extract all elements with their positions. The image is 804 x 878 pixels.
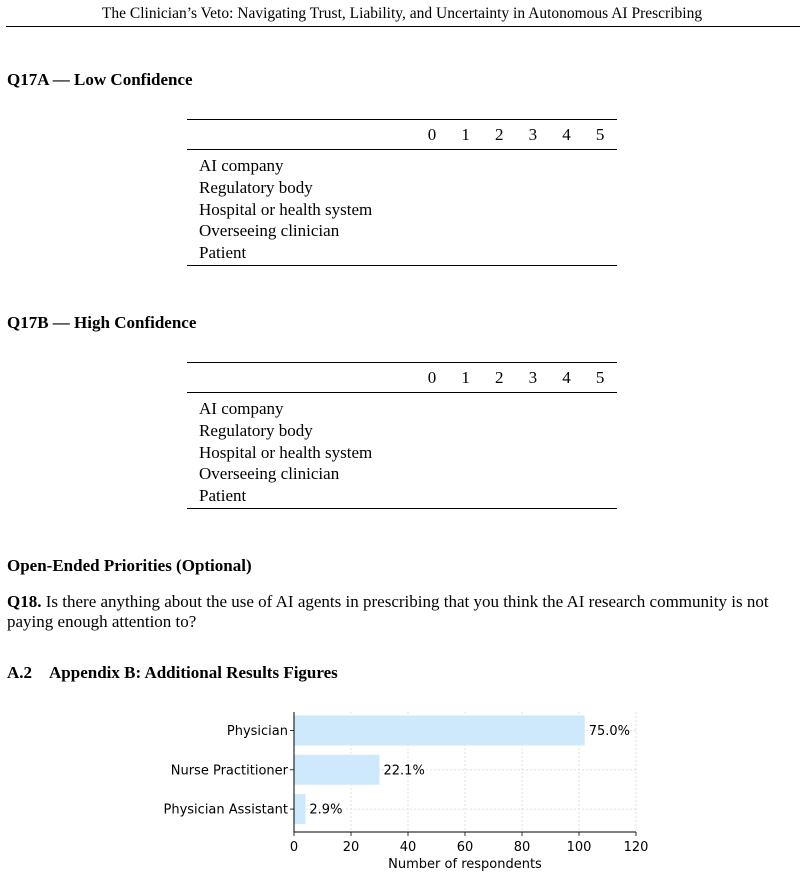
table-header-blank <box>187 120 415 150</box>
x-tick-label: 100 <box>566 840 592 855</box>
table-header-blank <box>187 363 415 393</box>
x-tick-label: 40 <box>399 840 417 855</box>
q17a-heading: Q17A — Low Confidence <box>7 70 193 89</box>
row-label: Regulatory body <box>199 177 313 197</box>
scale-4: 4 <box>550 363 584 393</box>
running-header: The Clinician’s Veto: Navigating Trust, Liability, and Uncertainty in Autonomous AI Prescribing <box>101 5 703 22</box>
q17b-heading: Q17B — High Confidence <box>7 313 197 332</box>
y-tick-label: Physician Assistant <box>163 802 288 818</box>
scale-4: 4 <box>550 120 584 150</box>
scale-5: 5 <box>583 363 617 393</box>
table-row <box>187 442 617 464</box>
data-label: 75.0% <box>588 724 631 739</box>
scale-2: 2 <box>482 363 516 393</box>
x-tick-label: 0 <box>289 840 299 855</box>
q18-number: Q18. <box>7 592 42 611</box>
data-label: 2.9% <box>309 802 343 818</box>
row-label: Overseeing clinician <box>199 221 340 241</box>
bar <box>294 755 380 785</box>
table-row <box>187 393 617 420</box>
scale-2: 2 <box>482 120 516 150</box>
row-label: Hospital or health system <box>199 199 373 219</box>
row-label: Regulatory body <box>199 420 313 440</box>
table-row <box>187 420 617 442</box>
scale-0: 0 <box>415 363 449 393</box>
table-row <box>187 220 617 242</box>
q18-text: Is there anything about the use of AI agents in prescribing that you think the AI research community is not paying enough attention to? <box>7 592 769 631</box>
x-axis-label: Number of respondents <box>388 857 542 872</box>
table-row <box>187 150 617 177</box>
data-label: 22.1% <box>383 763 425 779</box>
table-header-row <box>187 363 617 393</box>
table-row <box>187 485 617 508</box>
bar <box>294 716 585 746</box>
x-tick-label: 60 <box>456 840 474 855</box>
q18-question <box>7 592 803 632</box>
table-header-row <box>187 120 617 150</box>
scale-1: 1 <box>449 120 483 150</box>
row-label: Patient <box>187 485 617 508</box>
x-tick-label: 120 <box>623 840 649 855</box>
scale-3: 3 <box>516 120 550 150</box>
q17b-table <box>187 362 617 509</box>
table-row <box>187 199 617 221</box>
row-label: Overseeing clinician <box>199 464 340 484</box>
q17a-table <box>187 119 617 266</box>
x-tick-label: 20 <box>342 840 360 855</box>
table-row <box>187 242 617 265</box>
row-label: AI company <box>199 156 284 175</box>
scale-3: 3 <box>516 363 550 393</box>
scale-5: 5 <box>583 120 617 150</box>
table-row <box>187 177 617 199</box>
table-row <box>187 463 617 485</box>
scale-0: 0 <box>415 120 449 150</box>
row-label: AI company <box>199 399 284 418</box>
header-rule <box>6 26 800 27</box>
row-label: Hospital or health system <box>199 442 373 462</box>
y-tick-label: Nurse Practitioner <box>170 763 288 779</box>
x-tick-label: 80 <box>513 840 531 855</box>
appendix-heading: A.2 Appendix B: Additional Results Figures <box>7 663 338 682</box>
y-tick-label: Physician <box>226 724 288 739</box>
scale-1: 1 <box>449 363 483 393</box>
bar <box>294 794 305 824</box>
open-ended-heading: Open-Ended Priorities (Optional) <box>7 556 252 575</box>
respondent-role-chart <box>0 700 804 878</box>
row-label: Patient <box>187 242 617 265</box>
